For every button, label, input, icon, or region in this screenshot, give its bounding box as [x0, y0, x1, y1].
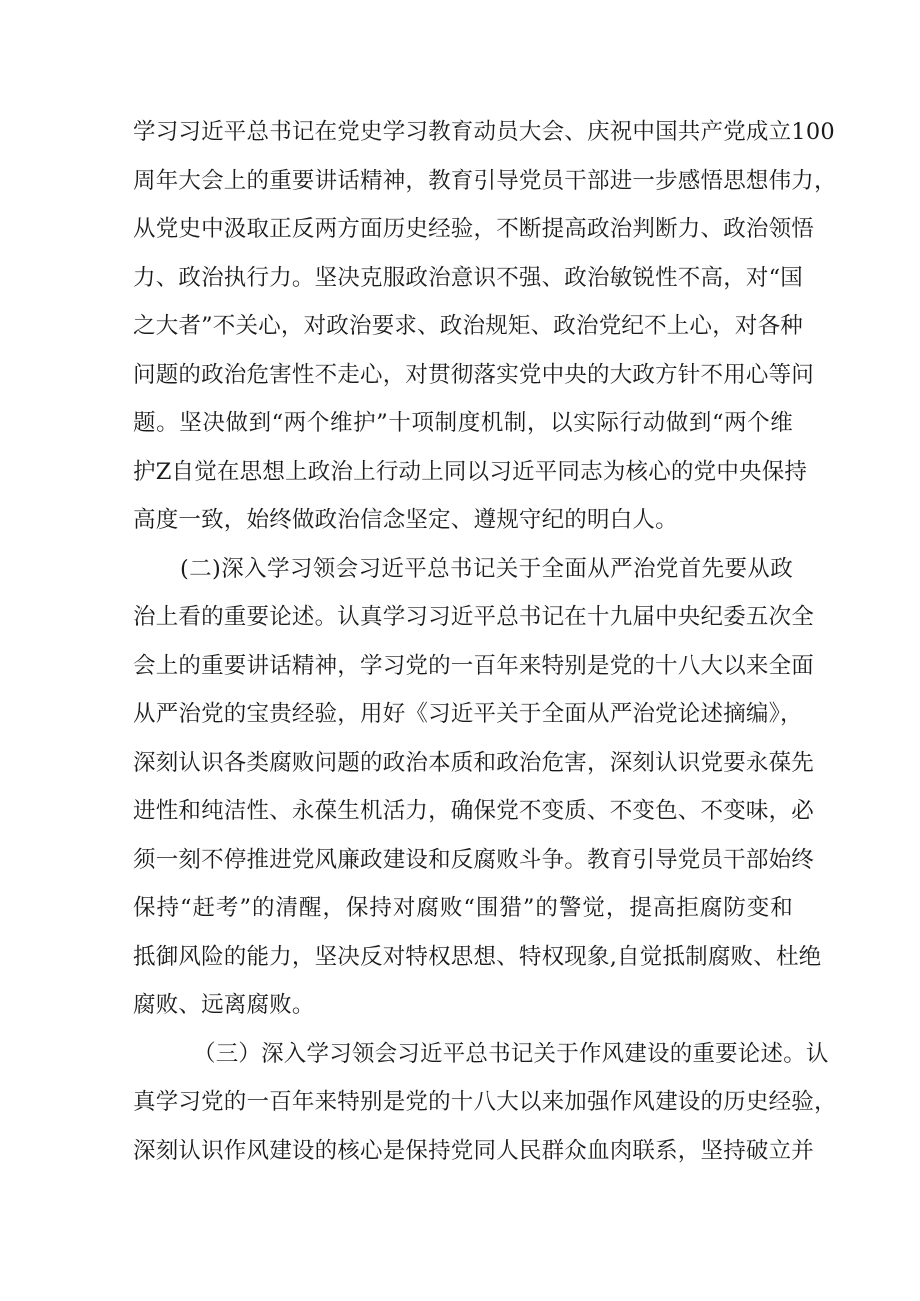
paragraph-line: 之大者”不关心，对政治要求、政治规矩、政治党纪不上心，对各种 — [133, 313, 804, 339]
paragraph-line: 高度一致，始终做政治信念坚定、遵规守纪的明白人。 — [133, 507, 678, 533]
paragraph-line: 深刻认识各类腐败问题的政治本质和政治危害，深刻认识党要永葆先 — [133, 749, 815, 776]
paragraph-line: （三）深入学习领会习近平总书记关于作风建设的重要论述。认 — [193, 1040, 829, 1067]
paragraph-line: 力、政治执行力。坚决克服政治意识不强、政治敏锐性不高，对“国 — [133, 264, 804, 291]
paragraph-line: (二)深入学习领会习近平总书记关于全面从严治党首先要从政 — [180, 555, 793, 582]
paragraph-line: 从严治党的宝贵经验，用好《习近平关于全面从严治党论述摘编》， — [133, 701, 803, 727]
paragraph-line: 须一刻不停推进党风廉政建设和反腐败斗争。教育引导党员干部始终 — [133, 846, 815, 873]
paragraph-line: 周年大会上的重要讲话精神，教育引导党员干部进一步感悟思想伟力， — [133, 167, 837, 194]
paragraph-line: 保持“赶考”的清醒，保持对腐败“围猎”的警觉，提高拒腐防变和 — [133, 895, 793, 921]
paragraph-line: 治上看的重要论述。认真学习习近平总书记在十九届中央纪委五次全 — [133, 604, 815, 630]
document-body — [133, 108, 837, 1175]
paragraph-3 — [133, 1030, 837, 1176]
paragraph-line: 深刻认识作风建设的核心是保持党同人民群众血肉联系，坚持破立并 — [133, 1137, 815, 1164]
paragraph-line: 腐败、远离腐败。 — [133, 992, 315, 1018]
paragraph-line: 学习习近平总书记在党史学习教育动员大会、庆祝中国共产党成立100 — [133, 119, 835, 145]
paragraph-line: 题。坚决做到“两个维护”十项制度机制，以实际行动做到“两个维 — [133, 410, 793, 436]
paragraph-line: 从党史中汲取正反两方面历史经验，不断提高政治判断力、政治领悟 — [133, 216, 815, 242]
paragraph-line: 问题的政治危害性不走心，对贯彻落实党中央的大政方针不用心等问 — [133, 361, 815, 388]
paragraph-line: 护Z自觉在思想上政治上行动上同以习近平同志为核心的党中央保持 — [133, 458, 808, 485]
paragraph-1 — [133, 108, 837, 545]
paragraph-line: 会上的重要讲话精神，学习党的一百年来特别是党的十八大以来全面 — [133, 652, 815, 679]
paragraph-line: 抵御风险的能力，坚决反对特权思想、特权现象,自觉抵制腐败、杜绝 — [133, 943, 822, 970]
paragraph-line: 真学习党的一百年来特别是党的十八大以来加强作风建设的历史经验， — [133, 1089, 837, 1115]
paragraph-line: 进性和纯洁性、永葆生机活力，确保党不变质、不变色、不变味，必 — [133, 798, 815, 824]
paragraph-2 — [133, 545, 822, 1030]
